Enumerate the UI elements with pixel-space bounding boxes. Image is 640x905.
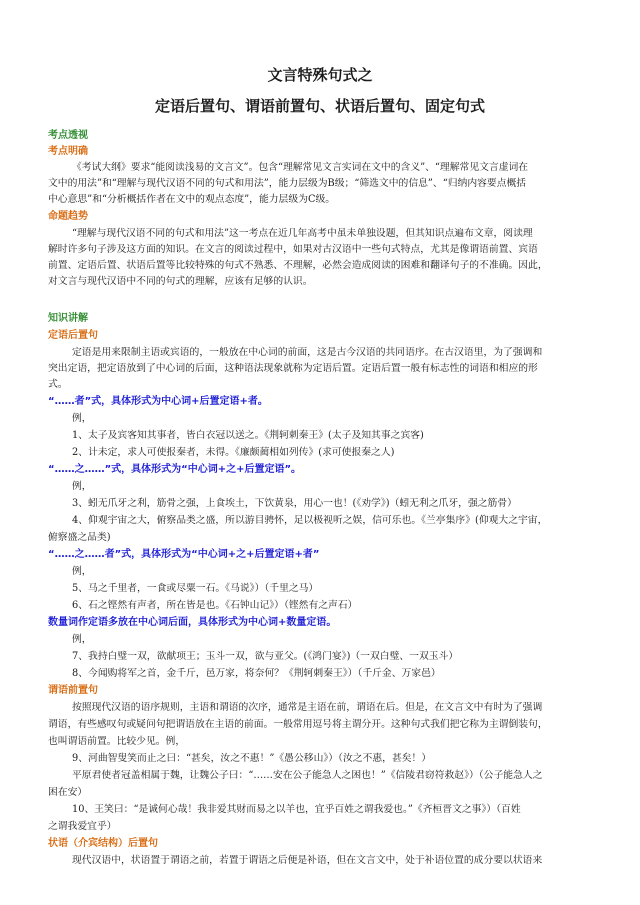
example-line: 1、太子及宾客知其事者，皆白衣冠以送之。《荆轲刺秦王》(太子及知其事之宾客)	[72, 430, 424, 441]
section-heading-zhishi: 知识讲解	[48, 313, 88, 324]
example-line: 6、石之铿然有声者，所在皆是也。《石钟山记》）（铿然有之声石）	[72, 600, 358, 611]
example-line: 9、河曲智叟笑而止之曰：“甚矣，汝之不惠！”《愚公移山》）（汝之不惠，甚矣！）	[72, 753, 432, 764]
paragraph-line: 中心意思”和“分析概括作者在文中的观点态度”，能力层级为C级。	[48, 194, 336, 205]
paragraph-line: 也叫谓语前置。比较少见。例，	[48, 736, 186, 747]
paragraph-line: 对文言与现代汉语中不同的句式的理解，应该有足够的认识。	[48, 276, 313, 287]
subheading-mingti-qushi: 命题趋势	[48, 211, 88, 222]
paragraph-line: 文中的用法”和“理解与现代汉语不同的句式和用法”，能力层级为B级；“筛选文中的信息”、“归纳内容要点概括	[48, 178, 527, 189]
example-label: 例，	[72, 566, 92, 577]
paragraph-line: 定语是用来限制主语或宾语的，一般放在中心词的前面，这是古今汉语的共同语序。在古汉语里，为了强调和	[72, 347, 543, 358]
example-line: 困在安）	[48, 787, 88, 798]
paragraph-line: 《考试大纲》要求“能阅读浅易的文言文”。包含“理解常见文言实词在文中的含义”、“理解常见文言虚词在	[72, 162, 529, 173]
document-title-line2: 定语后置句、谓语前置句、状语后置句、固定句式	[154, 97, 485, 115]
pattern-heading: 数量词作定语多放在中心词后面，具体形式为中心词+数量定语。	[48, 617, 337, 628]
pattern-heading: “……之……”式，具体形式为“中心词+之+后置定语”。	[48, 464, 302, 475]
example-line: 10、王笑曰：“是诚何心哉！我非爱其财而易之以羊也，宜乎百姓之谓我爱也。”《齐桓晋文之事》）（百姓	[72, 804, 521, 815]
paragraph-line: 现代汉语中，状语置于谓语之前，若置于谓语之后便是补语，但在文言文中，处于补语位置的成分要以状语来	[72, 855, 543, 866]
example-label: 例，	[72, 413, 92, 424]
example-line: 3、蚓无爪牙之利，筋骨之强，上食埃土，下饮黄泉，用心一也！(《劝学》)（蚓无利之爪牙，强之筋骨）	[72, 498, 517, 509]
example-line: 之谓我爱宜乎）	[48, 821, 117, 832]
subheading-kaodian-mingque: 考点明确	[48, 146, 88, 157]
example-label: 例，	[72, 481, 92, 492]
paragraph-line: 按照现代汉语的语序规则，主语和谓语的次序，通常是主语在前，谓语在后。但是，在文言文中有时为了强调	[72, 702, 543, 713]
paragraph-line: “理解与现代汉语不同的句式和用法”这一考点在近几年高考中虽未单独设题，但其知识点遍布文章，阅读理	[72, 228, 533, 239]
paragraph-line: 前置、定语后置、状语后置等比较特殊的句式不熟悉、不理解，必然会造成阅读的困难和翻译句子的不准确。因此，	[48, 260, 548, 271]
subheading-zhuangyu-houzhi: 状语（介宾结构）后置句	[48, 838, 158, 849]
document-title-line1: 文言特殊句式之	[267, 66, 373, 84]
example-line: 平原君使者冠盖相属于魏，让魏公子曰：“……安在公子能急人之困也！”《信陵君窃符救赵》）（公子能急人之	[72, 770, 543, 781]
paragraph-line: 突出定语，把定语放到了中心词的后面，这种语法现象就称为定语后置。定语后置一般有标志性的词语和相应的形	[48, 363, 538, 374]
subheading-weiyu-qianzhi: 谓语前置句	[48, 685, 98, 696]
pattern-heading: “……之……者”式，具体形式为“中心词+之+后置定语+者”	[48, 549, 320, 560]
example-line: 7、我持白璧一双，欲献项王；玉斗一双，欲与亚父。(《鸿门宴》)（一双白璧、一双玉斗）	[72, 651, 459, 662]
section-heading-kaodian: 考点透视	[48, 130, 88, 141]
example-line: 8、今闻购将军之首，金千斤，邑万家，将奈何？《荆轲刺秦王》）（千斤金、万家邑）	[72, 668, 441, 679]
paragraph-line: 解时许多句子涉及这方面的知识。在文言的阅读过程中，如果对古汉语中一些句式特点，尤其是像谓语前置、宾语	[48, 244, 538, 255]
subheading-dingyu-houzhi: 定语后置句	[48, 330, 98, 341]
paragraph-line: 谓语，有些感叹句或疑问句把谓语放在主语的前面。一般常用逗号将主谓分开。这种句式我们把它称为主谓倒装句，	[48, 719, 548, 730]
example-label: 例，	[72, 634, 92, 645]
example-line: 俯察盛之品类)	[48, 532, 111, 543]
pattern-heading: “……者”式，具体形式为中心词+后置定语+者。	[48, 396, 268, 407]
example-line: 5、马之千里者，一食或尽粟一石。《马说》）（千里之马）	[72, 583, 319, 594]
example-line: 2、计未定，求人可使报秦者，未得。《廉颇蔺相如列传》(求可使报秦之人)	[72, 447, 395, 458]
paragraph-line: 式。	[48, 379, 68, 390]
example-line: 4、仰观宇宙之大，俯察品类之盛，所以游目骋怀，足以极视听之娱，信可乐也。《兰亭集序》(仰观大之宇宙，	[72, 515, 548, 526]
